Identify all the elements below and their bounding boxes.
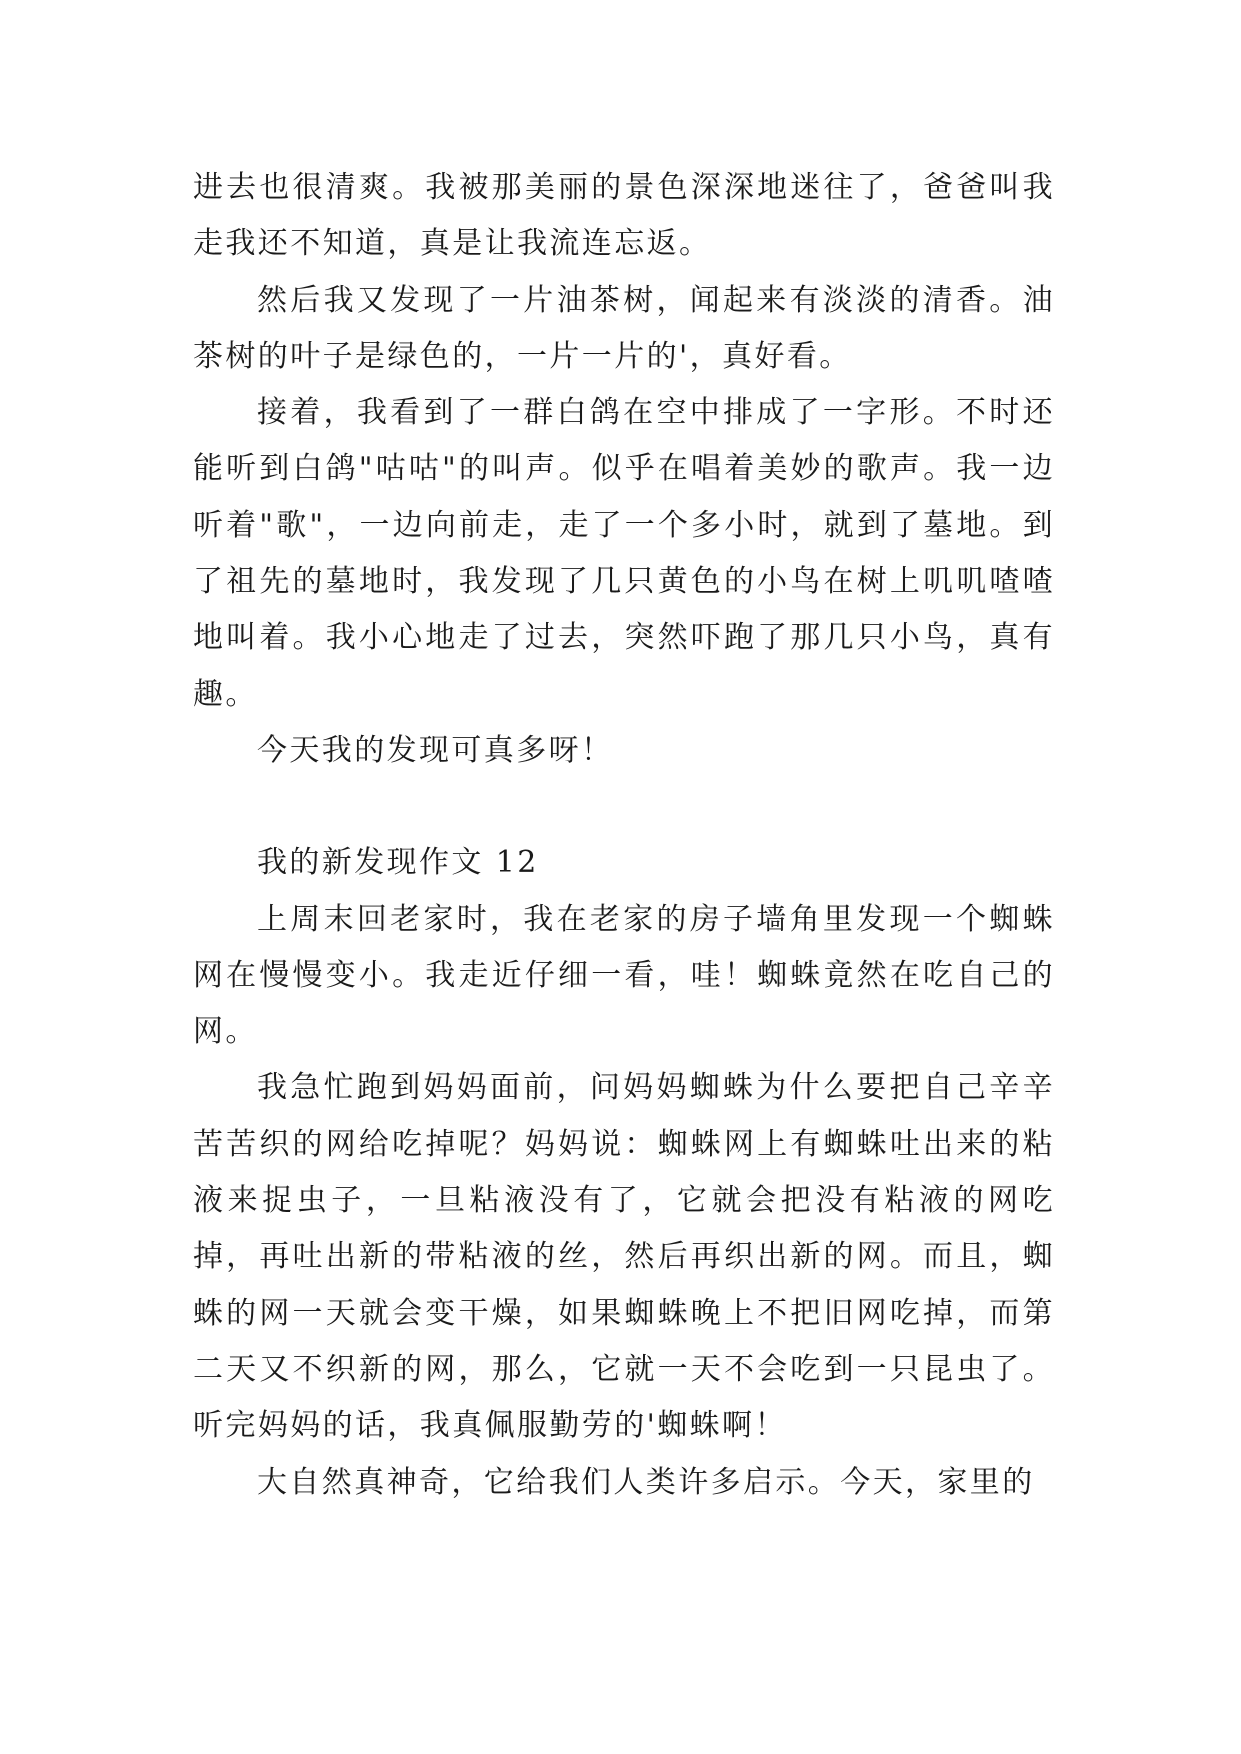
paragraph-6: 我急忙跑到妈妈面前，问妈妈蜘蛛为什么要把自己辛辛苦苦织的网给吃掉呢？妈妈说：蜘蛛网上有蜘蛛吐出来的粘液来捉虫子，一旦粘液没有了，它就会把没有粘液的网吃掉，再吐出新的带粘液的丝，然后再织出新的网。而且，蜘蛛的网一天就会变干燥，如果蜘蛛晚上不把旧网吃掉，而第二天又不织新的网，那么，它就一天不会吃到一只昆虫了。听完妈妈的话，我真佩服勤劳的'蜘蛛啊！ xyxy=(193,1070,1055,1444)
paragraph-2: 然后我又发现了一片油茶树，闻起来有淡淡的清香。油茶树的叶子是绿色的，一片一片的'，真好看。 xyxy=(193,282,1055,374)
paragraph-1: 进去也很清爽。我被那美丽的景色深深地迷往了，爸爸叫我走我还不知道，真是让我流连忘返。 xyxy=(193,170,1055,262)
document-body xyxy=(193,160,1055,1511)
section-title: 我的新发现作文 12 xyxy=(257,845,539,881)
paragraph-7: 大自然真神奇，它给我们人类许多启示。今天，家里的 xyxy=(257,1464,1035,1500)
paragraph-4: 今天我的发现可真多呀！ xyxy=(257,732,614,768)
paragraph-3: 接着，我看到了一群白鸽在空中排成了一字形。不时还能听到白鸽"咕咕"的叫声。似乎在唱着美妙的歌声。我一边听着"歌"，一边向前走，走了一个多小时，就到了墓地。到了祖先的墓地时，我发现了几只黄色的小鸟在树上叽叽喳喳地叫着。我小心地走了过去，突然吓跑了那几只小鸟，真有趣。 xyxy=(193,395,1055,712)
paragraph-5: 上周末回老家时，我在老家的房子墙角里发现一个蜘蛛网在慢慢变小。我走近仔细一看，哇！蜘蛛竟然在吃自己的网。 xyxy=(193,901,1055,1050)
section-spacer xyxy=(193,779,1055,835)
